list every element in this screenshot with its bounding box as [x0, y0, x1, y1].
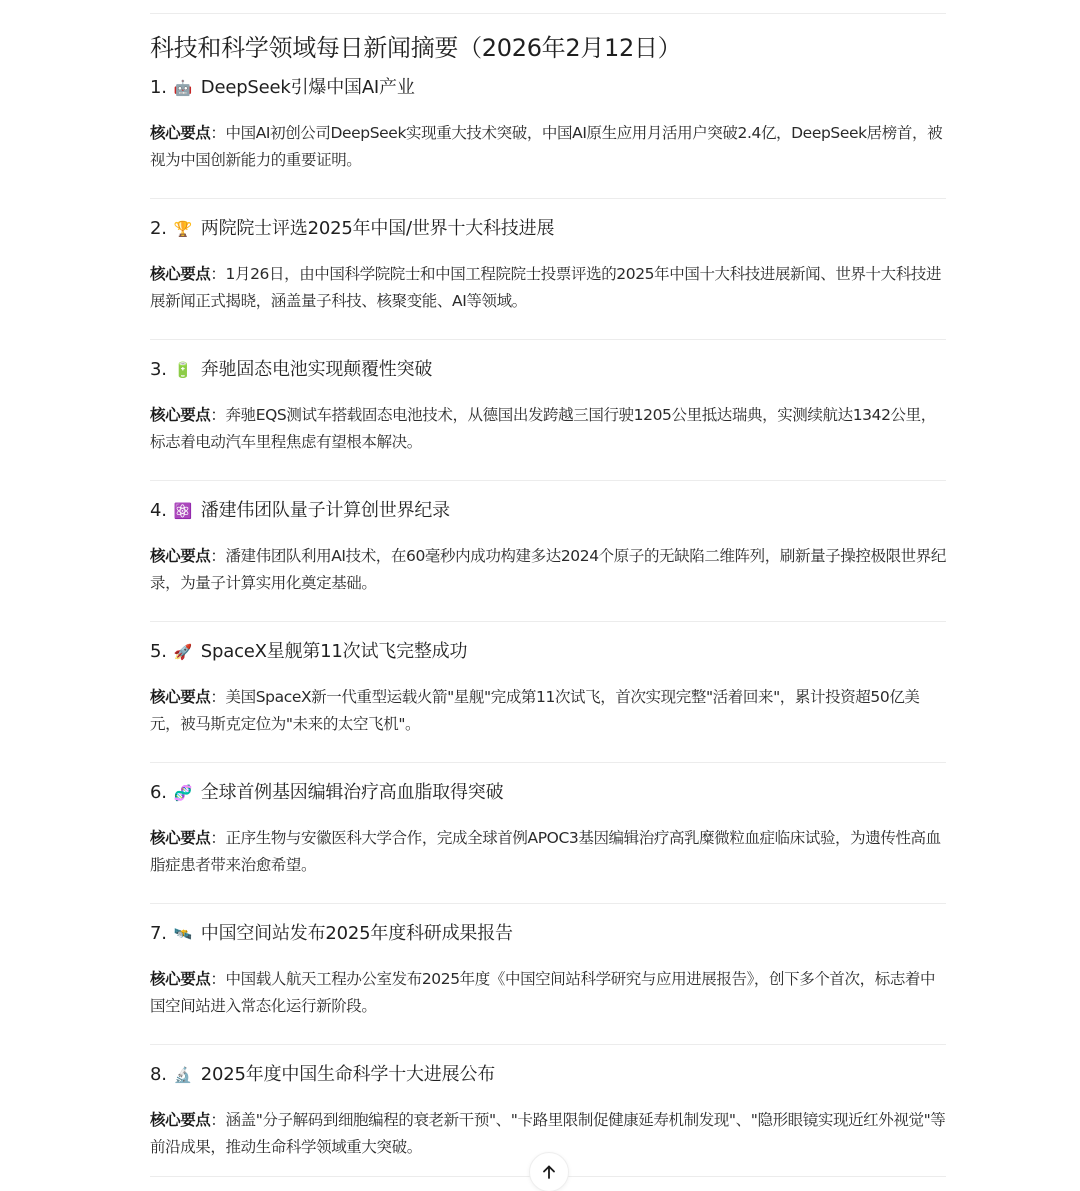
key-points-label: 核心要点 — [150, 124, 211, 142]
item-divider — [150, 1044, 946, 1045]
news-heading — [150, 75, 946, 101]
news-item-8 — [150, 1062, 946, 1161]
news-title: 潘建伟团队量子计算创世界纪录 — [200, 500, 450, 521]
label-separator: ： — [210, 688, 226, 706]
summary-text: 潘建伟团队利用AI技术，在60毫秒内成功构建多达2024个原子的无缺陷二维阵列，刷新量子操控极限世界纪录，为量子计算实用化奠定基础。 — [150, 547, 946, 592]
news-number: 8. — [150, 1064, 167, 1085]
item-divider — [150, 339, 946, 340]
news-heading — [150, 780, 946, 806]
label-separator: ： — [210, 547, 226, 565]
trophy-icon: 🏆 — [173, 220, 193, 238]
news-number: 1. — [150, 77, 167, 98]
news-title: 2025年度中国生命科学十大进展公布 — [200, 1064, 495, 1085]
news-number: 6. — [150, 782, 167, 803]
item-divider — [150, 903, 946, 904]
news-number: 3. — [150, 359, 167, 380]
label-separator: ： — [210, 265, 226, 283]
item-divider — [150, 198, 946, 199]
scroll-to-top-button[interactable] — [529, 1152, 569, 1191]
key-points-label: 核心要点 — [150, 829, 211, 847]
news-item-6 — [150, 780, 946, 904]
news-heading — [150, 357, 946, 383]
key-points-label: 核心要点 — [150, 1111, 211, 1129]
label-separator: ： — [210, 124, 226, 142]
summary-text: 1月26日，由中国科学院院士和中国工程院院士投票评选的2025年中国十大科技进展新闻、世界十大科技进展新闻正式揭晓，涵盖量子科技、核聚变能、AI等领域。 — [150, 265, 942, 310]
key-points-label: 核心要点 — [150, 970, 211, 988]
news-digest — [150, 0, 946, 1161]
news-heading — [150, 921, 946, 947]
news-item-7 — [150, 921, 946, 1045]
news-number: 2. — [150, 218, 167, 239]
key-points-label: 核心要点 — [150, 265, 211, 283]
item-divider — [150, 762, 946, 763]
summary-text: 涵盖"分子解码到细胞编程的衰老新干预"、"卡路里限制促健康延寿机制发现"、"隐形眼镜实现近红外视觉"等前沿成果，推动生命科学领域重大突破。 — [150, 1111, 946, 1156]
news-heading — [150, 639, 946, 665]
summary-text: 奔驰EQS测试车搭载固态电池技术，从德国出发跨越三国行驶1205公里抵达瑞典，实测续航达1342公里，标志着电动汽车里程焦虑有望根本解决。 — [150, 406, 936, 451]
news-heading — [150, 498, 946, 524]
top-divider — [150, 13, 946, 14]
label-separator: ： — [210, 970, 226, 988]
summary-text: 中国AI初创公司DeepSeek实现重大技术突破，中国AI原生应用月活用户突破2.4亿，DeepSeek居榜首，被视为中国创新能力的重要证明。 — [150, 124, 943, 169]
news-summary — [150, 120, 946, 174]
news-title: 两院院士评选2025年中国/世界十大科技进展 — [200, 218, 555, 239]
news-item-5 — [150, 639, 946, 763]
news-heading — [150, 216, 946, 242]
dna-icon: 🧬 — [173, 784, 193, 802]
news-title: 奔驰固态电池实现颠覆性突破 — [200, 359, 433, 380]
arrow-up-icon — [541, 1164, 557, 1180]
satellite-icon: 🛰️ — [173, 925, 193, 943]
key-points-label: 核心要点 — [150, 547, 211, 565]
news-number: 7. — [150, 923, 167, 944]
battery-icon: 🔋 — [173, 361, 193, 379]
news-title: 中国空间站发布2025年度科研成果报告 — [200, 923, 513, 944]
item-divider — [150, 621, 946, 622]
news-summary — [150, 966, 946, 1020]
summary-text: 正序生物与安徽医科大学合作，完成全球首例APOC3基因编辑治疗高乳糜微粒血症临床试验，为遗传性高血脂症患者带来治愈希望。 — [150, 829, 941, 874]
news-number: 5. — [150, 641, 167, 662]
news-summary — [150, 402, 946, 456]
key-points-label: 核心要点 — [150, 406, 211, 424]
summary-text: 美国SpaceX新一代重型运载火箭"星舰"完成第11次试飞，首次实现完整"活着回来"，累计投资超50亿美元，被马斯克定位为"未来的太空飞机"。 — [150, 688, 920, 733]
key-points-label: 核心要点 — [150, 688, 211, 706]
summary-text: 中国载人航天工程办公室发布2025年度《中国空间站科学研究与应用进展报告》，创下多个首次，标志着中国空间站进入常态化运行新阶段。 — [150, 970, 936, 1015]
item-divider — [150, 480, 946, 481]
news-number: 4. — [150, 500, 167, 521]
rocket-icon: 🚀 — [173, 643, 193, 661]
news-item-4 — [150, 498, 946, 622]
label-separator: ： — [210, 406, 226, 424]
news-title: SpaceX星舰第11次试飞完整成功 — [200, 641, 468, 662]
news-summary — [150, 684, 946, 738]
label-separator: ： — [210, 829, 226, 847]
page-title: 科技和科学领域每日新闻摘要（2026年2月12日） — [150, 34, 682, 62]
news-title: DeepSeek引爆中国AI产业 — [200, 77, 415, 98]
news-item-1 — [150, 75, 946, 199]
news-item-2 — [150, 216, 946, 340]
atom-icon: ⚛️ — [173, 502, 193, 520]
label-separator: ： — [210, 1111, 226, 1129]
news-summary — [150, 825, 946, 879]
microscope-icon: 🔬 — [173, 1066, 193, 1084]
news-heading — [150, 1062, 946, 1088]
news-summary — [150, 543, 946, 597]
robot-icon: 🤖 — [173, 79, 193, 97]
news-title: 全球首例基因编辑治疗高血脂取得突破 — [200, 782, 504, 803]
news-summary — [150, 261, 946, 315]
news-item-3 — [150, 357, 946, 481]
